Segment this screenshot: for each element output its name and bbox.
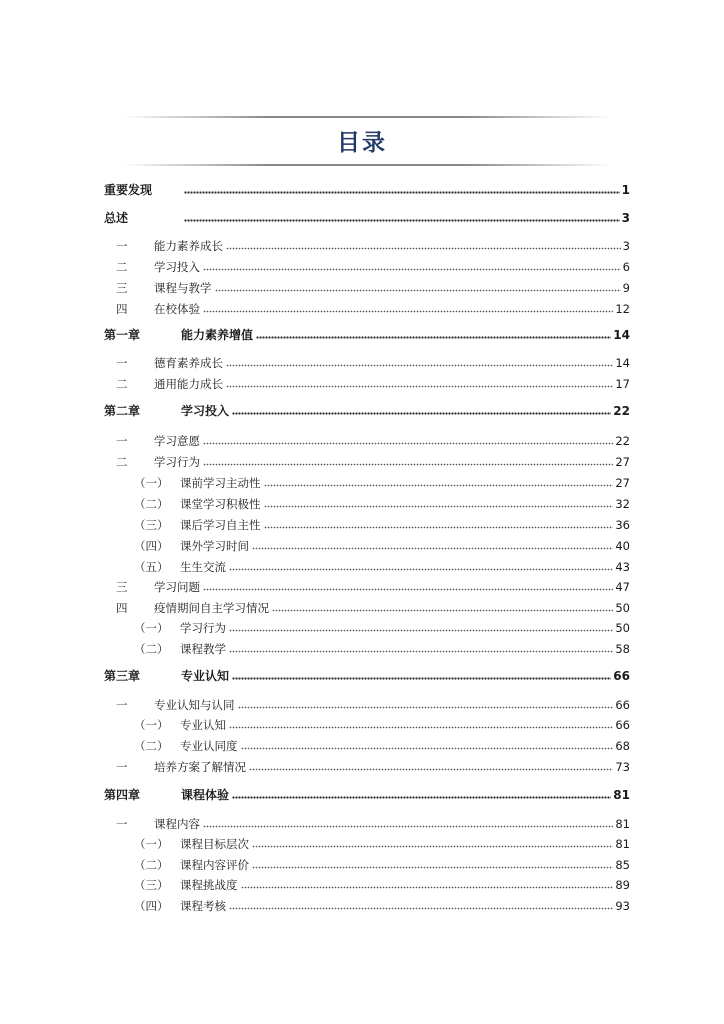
toc-entry-title: 能力素养增值 (181, 328, 254, 342)
toc-entry[interactable] (104, 558, 630, 574)
dot-leader (229, 629, 613, 632)
dot-leader (215, 289, 621, 292)
dot-leader (232, 677, 611, 680)
toc-entry-number: （五） (134, 560, 169, 574)
toc-entry-page: 3 (621, 211, 630, 225)
toc-entry-number: 第二章 (104, 404, 141, 418)
toc-entry[interactable] (104, 402, 630, 418)
toc-entry[interactable] (104, 537, 630, 553)
toc-entry-title: 通用能力成长 (154, 377, 223, 391)
toc-entry-page: 32 (615, 497, 630, 511)
toc-entry-page: 1 (621, 183, 630, 197)
toc-entry-number: 第一章 (104, 328, 141, 342)
toc-entry-title: 课程挑战度 (180, 878, 238, 892)
toc-entry-page: 81 (615, 837, 630, 851)
toc-entry-page: 12 (615, 302, 630, 316)
toc-entry[interactable] (104, 209, 630, 225)
dot-leader (272, 609, 613, 612)
dot-leader (184, 219, 620, 222)
toc-entry[interactable] (104, 237, 630, 253)
toc-entry[interactable] (104, 453, 630, 469)
toc-entry-page: 93 (615, 899, 630, 913)
toc-entry-number: 一 (116, 817, 128, 831)
dot-leader (229, 568, 613, 571)
toc-entry-page: 14 (615, 356, 630, 370)
toc-entry-number: 一 (116, 356, 128, 370)
toc-entry-title: 能力素养成长 (154, 239, 223, 253)
dot-leader (203, 463, 613, 466)
toc-entry[interactable] (104, 495, 630, 511)
dot-leader (264, 526, 614, 529)
toc-entry-number: （三） (134, 518, 169, 532)
toc-entry-page: 27 (615, 476, 630, 490)
toc-entry-page: 47 (615, 580, 630, 594)
dot-leader (252, 866, 613, 869)
toc-entry-page: 68 (615, 739, 630, 753)
toc-entry-title: 专业认知与认同 (154, 698, 235, 712)
toc-entry-number: 总述 (104, 211, 129, 225)
toc-entry-page: 17 (615, 377, 630, 391)
toc-entry-number: （二） (134, 739, 169, 753)
toc-entry[interactable] (104, 835, 630, 851)
toc-entry[interactable] (104, 474, 630, 490)
toc-entry-title: 在校体验 (154, 302, 200, 316)
toc-entry[interactable] (104, 578, 630, 594)
toc-entry-page: 14 (613, 328, 630, 342)
dot-leader (241, 747, 614, 750)
toc-entry-page: 81 (615, 817, 630, 831)
toc-entry-title: 课堂学习积极性 (180, 497, 261, 511)
toc-entry[interactable] (104, 279, 630, 295)
dot-leader (203, 268, 621, 271)
toc-entry-page: 36 (615, 518, 630, 532)
toc-entry-number: 重要发现 (104, 183, 153, 197)
toc-entry-title: 课程内容 (154, 817, 200, 831)
dot-leader (232, 412, 611, 415)
toc-entry[interactable] (104, 516, 630, 532)
dot-leader (252, 547, 613, 550)
toc-entry-title: 生生交流 (180, 560, 226, 574)
toc-entry-number: 第三章 (104, 669, 141, 683)
toc-entry[interactable] (104, 619, 630, 635)
toc-entry-page: 9 (622, 281, 630, 295)
toc-entry-page: 85 (615, 858, 630, 872)
dot-leader (229, 726, 613, 729)
toc-entry-number: 一 (116, 239, 128, 253)
toc-entry-title: 课程与教学 (154, 281, 212, 295)
toc-entry-title: 学习行为 (180, 621, 226, 635)
toc-entry-number: 二 (116, 377, 128, 391)
toc-entry[interactable] (104, 640, 630, 656)
toc-entry-title: 课外学习时间 (180, 539, 249, 553)
dot-leader (264, 505, 614, 508)
page-title: 目录 (337, 130, 387, 156)
toc-entry[interactable] (104, 696, 630, 712)
dot-leader (203, 588, 613, 591)
toc-entry-page: 66 (615, 718, 630, 732)
toc-entry[interactable] (104, 737, 630, 753)
dot-leader (203, 310, 613, 313)
toc-entry-page: 22 (615, 434, 630, 448)
dot-leader (226, 247, 621, 250)
toc-entry-title: 疫情期间自主学习情况 (154, 601, 269, 615)
toc-entry-number: （三） (134, 878, 169, 892)
dot-leader (226, 385, 613, 388)
toc-entry-title: 学习行为 (154, 455, 200, 469)
toc-entry-page: 50 (615, 621, 630, 635)
toc-entry-page: 73 (615, 760, 630, 774)
toc-entry-page: 81 (613, 788, 630, 802)
toc-entry-title: 课程教学 (180, 642, 226, 656)
toc-entry-page: 22 (613, 404, 630, 418)
toc-entry-number: （二） (134, 497, 169, 511)
toc-entry-title: 学习投入 (181, 404, 230, 418)
toc-entry-title: 学习投入 (154, 260, 200, 274)
dot-leader (203, 825, 613, 828)
toc-entry-number: 一 (116, 698, 128, 712)
toc-entry[interactable] (104, 300, 630, 316)
dot-leader (184, 191, 620, 194)
toc-entry-number: 一 (116, 760, 128, 774)
toc-entry-number: （四） (134, 899, 169, 913)
toc-entry-number: （一） (134, 837, 169, 851)
dot-leader (232, 796, 611, 799)
toc-entry-title: 课程内容评价 (180, 858, 249, 872)
toc-entry[interactable] (104, 258, 630, 274)
dot-leader (238, 706, 614, 709)
toc-entry-number: （二） (134, 858, 169, 872)
dot-leader (229, 650, 613, 653)
toc-entry[interactable] (104, 181, 630, 197)
toc-entry[interactable] (104, 354, 630, 370)
toc-entry-number: （一） (134, 621, 169, 635)
toc-entry-title: 课后学习自主性 (180, 518, 261, 532)
toc-entry-page: 43 (615, 560, 630, 574)
dot-leader (229, 907, 613, 910)
toc-entry-number: 三 (116, 281, 128, 295)
toc-entry-number: （四） (134, 539, 169, 553)
toc-entry[interactable] (104, 716, 630, 732)
toc-entry-page: 6 (622, 260, 630, 274)
toc-entry-page: 50 (615, 601, 630, 615)
toc-entry-title: 课程目标层次 (180, 837, 249, 851)
toc-entry-title: 课程考核 (180, 899, 226, 913)
toc-entry-page: 66 (613, 669, 630, 683)
toc-entry-number: （一） (134, 718, 169, 732)
toc-entry-number: 四 (116, 302, 128, 316)
toc-entry-number: 三 (116, 580, 128, 594)
toc-entry-title: 专业认知 (181, 669, 230, 683)
toc-entry[interactable] (104, 599, 630, 615)
toc-entry-page: 27 (615, 455, 630, 469)
toc-entry-number: 一 (116, 434, 128, 448)
toc-entry-page: 66 (615, 698, 630, 712)
toc-entry[interactable] (104, 432, 630, 448)
toc-entry[interactable] (104, 786, 630, 802)
toc-entry[interactable] (104, 667, 630, 683)
toc-entry[interactable] (104, 758, 630, 774)
toc-entry-title: 专业认知 (180, 718, 226, 732)
toc-entry-title: 德育素养成长 (154, 356, 223, 370)
dot-leader (256, 336, 611, 339)
dot-leader (203, 442, 613, 445)
toc-entry-title: 课程体验 (181, 788, 230, 802)
toc-entry[interactable] (104, 326, 630, 342)
dot-leader (252, 845, 613, 848)
toc-entry[interactable] (104, 375, 630, 391)
dot-leader (249, 768, 613, 771)
toc-entry-number: 四 (116, 601, 128, 615)
toc-entry-title: 培养方案了解情况 (154, 760, 246, 774)
toc-entry-title: 学习意愿 (154, 434, 200, 448)
dot-leader (241, 886, 614, 889)
toc-entry[interactable] (104, 815, 630, 831)
toc-entry-number: （二） (134, 642, 169, 656)
toc-entry-title: 学习问题 (154, 580, 200, 594)
dot-leader (264, 484, 614, 487)
toc-entry-title: 专业认同度 (180, 739, 238, 753)
toc-entry-page: 58 (615, 642, 630, 656)
toc-entry[interactable] (104, 876, 630, 892)
title-top-rule (122, 116, 612, 118)
toc-entry-number: （一） (134, 476, 169, 490)
toc-entry-page: 40 (615, 539, 630, 553)
dot-leader (226, 364, 613, 367)
toc-entry[interactable] (104, 856, 630, 872)
toc-entry-title: 课前学习主动性 (180, 476, 261, 490)
toc-entry-number: 二 (116, 455, 128, 469)
title-bottom-rule (122, 164, 612, 166)
toc-entry-number: 第四章 (104, 788, 141, 802)
toc-entry-page: 3 (622, 239, 630, 253)
toc-entry[interactable] (104, 897, 630, 913)
toc-entry-page: 89 (615, 878, 630, 892)
toc-entry-number: 二 (116, 260, 128, 274)
